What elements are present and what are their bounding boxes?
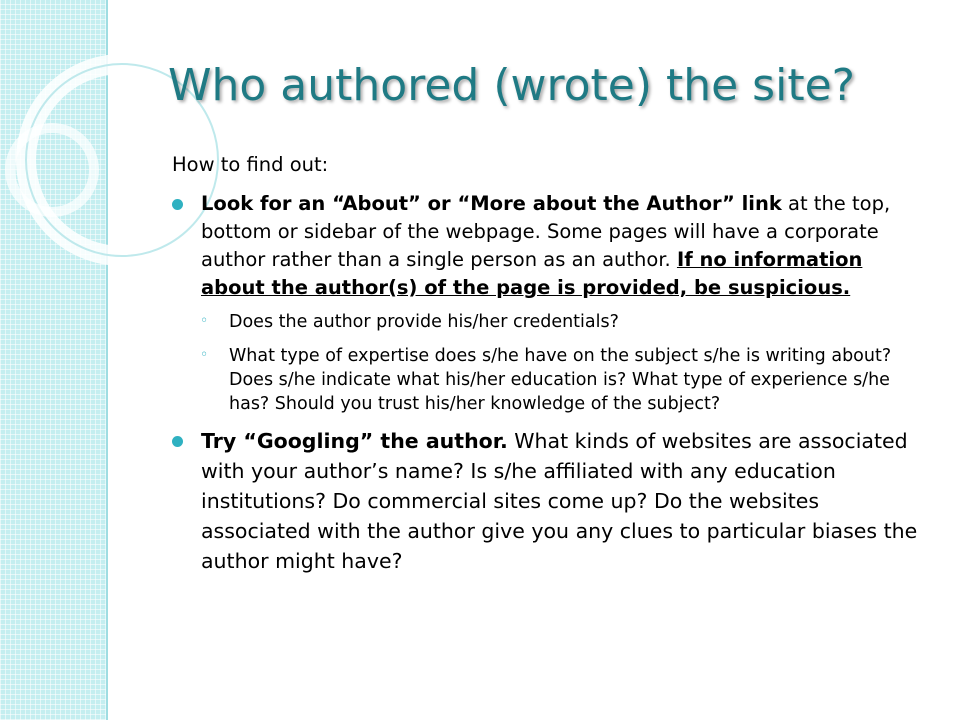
bullet-about-link-phrase: Look for an “About” or “More about the Author” link <box>201 192 782 215</box>
subbullet-credentials <box>172 310 932 334</box>
filled-circle-bullet-icon <box>172 436 183 447</box>
subbullet-expertise-text: What type of expertise does s/he have on the subject s/he is writing about? Does s/he indicate what his/her education is? What type of experience s/he has? Should you trust his/her knowledge of the subject? <box>229 346 892 414</box>
subbullet-credentials-text: Does the author provide his/her credentials? <box>229 312 619 332</box>
intro-text: How to find out: <box>172 153 329 176</box>
bullet-about-author <box>172 190 932 302</box>
hollow-circle-bullet-icon: ◦ <box>200 347 209 363</box>
bullet-list <box>172 190 932 584</box>
subbullet-expertise <box>172 344 932 416</box>
bullet-about-warning: If no information about the author(s) of the page is provided, be suspicious. <box>201 248 863 299</box>
bullet-about-body: at the top, bottom or sidebar of the webpage. Some pages will have a corporate author rather than a single person as an author. <box>201 192 891 271</box>
bullet-google-phrase: Try “Googling” the author. <box>201 429 508 453</box>
hollow-circle-bullet-icon: ◦ <box>200 313 209 329</box>
slide-title: Who authored (wrote) the site? <box>168 60 856 111</box>
bullet-google-body: What kinds of websites are associated with your author’s name? Is s/he affiliated with any education institutions? Do commercial sites come up? Do the websites associated with the author give you any clues to particular biases the author might have? <box>201 429 918 573</box>
filled-circle-bullet-icon <box>172 199 183 210</box>
bullet-google-author <box>172 426 932 576</box>
